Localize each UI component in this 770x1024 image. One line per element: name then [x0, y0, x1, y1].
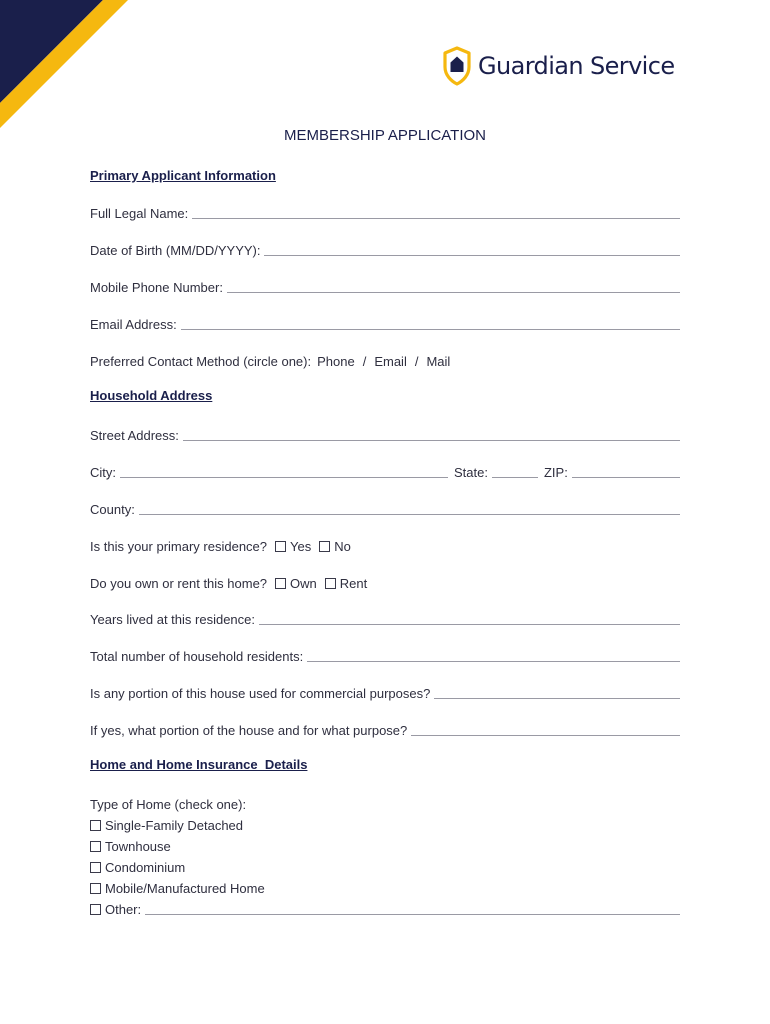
commercial-detail-question: If yes, what portion of the house and for what purpose? [90, 723, 408, 738]
dob-line[interactable] [264, 255, 680, 256]
checkbox-other[interactable] [90, 904, 101, 915]
city-label: City: [90, 465, 116, 480]
email-label: Email Address: [90, 317, 177, 332]
brand-logo [442, 46, 675, 86]
contact-separator: / [362, 354, 367, 369]
zip-line[interactable] [572, 477, 680, 478]
primary-applicant-heading: Primary Applicant Information [90, 168, 276, 183]
county-line[interactable] [139, 514, 680, 515]
city-line[interactable] [120, 477, 448, 478]
commercial-use-line[interactable] [434, 698, 680, 699]
commercial-use-question: Is any portion of this house used for commercial purposes? [90, 686, 431, 701]
option-rent-label: Rent [339, 576, 368, 591]
years-lived-line[interactable] [259, 624, 680, 625]
contact-option-phone[interactable]: Phone [317, 354, 355, 369]
street-address-field[interactable] [90, 425, 680, 443]
checkbox-own[interactable] [275, 578, 286, 589]
own-rent-row [90, 573, 680, 591]
home-type-other-label: Other: [105, 902, 142, 917]
home-insurance-heading: Home and Home Insurance Details [90, 757, 308, 772]
dob-field[interactable] [90, 240, 680, 258]
residents-label: Total number of household residents: [90, 649, 304, 664]
shield-house-icon [442, 46, 472, 86]
street-address-label: Street Address: [90, 428, 179, 443]
checkbox-mobile-home[interactable] [90, 883, 101, 894]
residents-field[interactable] [90, 646, 680, 664]
home-type-other-line[interactable] [145, 914, 680, 915]
contact-method-row [90, 351, 680, 369]
checkbox-yes[interactable] [275, 541, 286, 552]
option-no-label: No [334, 539, 351, 554]
primary-residence-question: Is this your primary residence? [90, 539, 268, 554]
zip-label: ZIP: [543, 465, 568, 480]
contact-separator: / [414, 354, 419, 369]
years-lived-field[interactable] [90, 609, 680, 627]
checkbox-condominium[interactable] [90, 862, 101, 873]
email-field[interactable] [90, 314, 680, 332]
home-type-option-condominium[interactable] [90, 857, 680, 875]
full-name-line[interactable] [192, 218, 680, 219]
home-type-option-mobile[interactable] [90, 878, 680, 896]
checkbox-single-family[interactable] [90, 820, 101, 831]
phone-label: Mobile Phone Number: [90, 280, 223, 295]
phone-field[interactable] [90, 277, 680, 295]
phone-line[interactable] [227, 292, 680, 293]
corner-stripe-decoration [0, 0, 140, 140]
home-type-single-family-label: Single-Family Detached [105, 818, 244, 833]
home-type-option-single-family[interactable] [90, 815, 680, 833]
dob-label: Date of Birth (MM/DD/YYYY): [90, 243, 261, 258]
residents-line[interactable] [307, 661, 680, 662]
full-name-label: Full Legal Name: [90, 206, 189, 221]
home-type-label-row [90, 794, 680, 812]
checkbox-no[interactable] [319, 541, 330, 552]
document-title: MEMBERSHIP APPLICATION [284, 127, 486, 144]
contact-option-mail[interactable]: Mail [426, 354, 451, 369]
household-address-heading: Household Address [90, 388, 213, 403]
commercial-detail-line[interactable] [411, 735, 680, 736]
contact-option-email[interactable]: Email [374, 354, 407, 369]
commercial-use-field[interactable] [90, 683, 680, 701]
street-address-line[interactable] [183, 440, 680, 441]
state-line[interactable] [492, 477, 538, 478]
option-yes-label: Yes [290, 539, 312, 554]
checkbox-rent[interactable] [325, 578, 336, 589]
primary-residence-row [90, 536, 680, 554]
years-lived-label: Years lived at this residence: [90, 612, 256, 627]
email-line[interactable] [181, 329, 680, 330]
contact-method-label: Preferred Contact Method (circle one): [90, 354, 312, 369]
home-type-mobile-label: Mobile/Manufactured Home [105, 881, 265, 896]
full-name-field[interactable] [90, 203, 680, 221]
commercial-detail-field[interactable] [90, 720, 680, 738]
city-state-zip-row [90, 462, 680, 480]
brand-name: Guardian Service [478, 52, 675, 80]
county-label: County: [90, 502, 135, 517]
own-rent-question: Do you own or rent this home? [90, 576, 268, 591]
home-type-townhouse-label: Townhouse [105, 839, 171, 854]
home-type-option-other[interactable] [90, 899, 680, 917]
option-own-label: Own [290, 576, 317, 591]
home-type-option-townhouse[interactable] [90, 836, 680, 854]
state-label: State: [454, 465, 488, 480]
county-field[interactable] [90, 499, 680, 517]
home-type-condominium-label: Condominium [105, 860, 186, 875]
checkbox-townhouse[interactable] [90, 841, 101, 852]
home-type-label: Type of Home (check one): [90, 797, 247, 812]
